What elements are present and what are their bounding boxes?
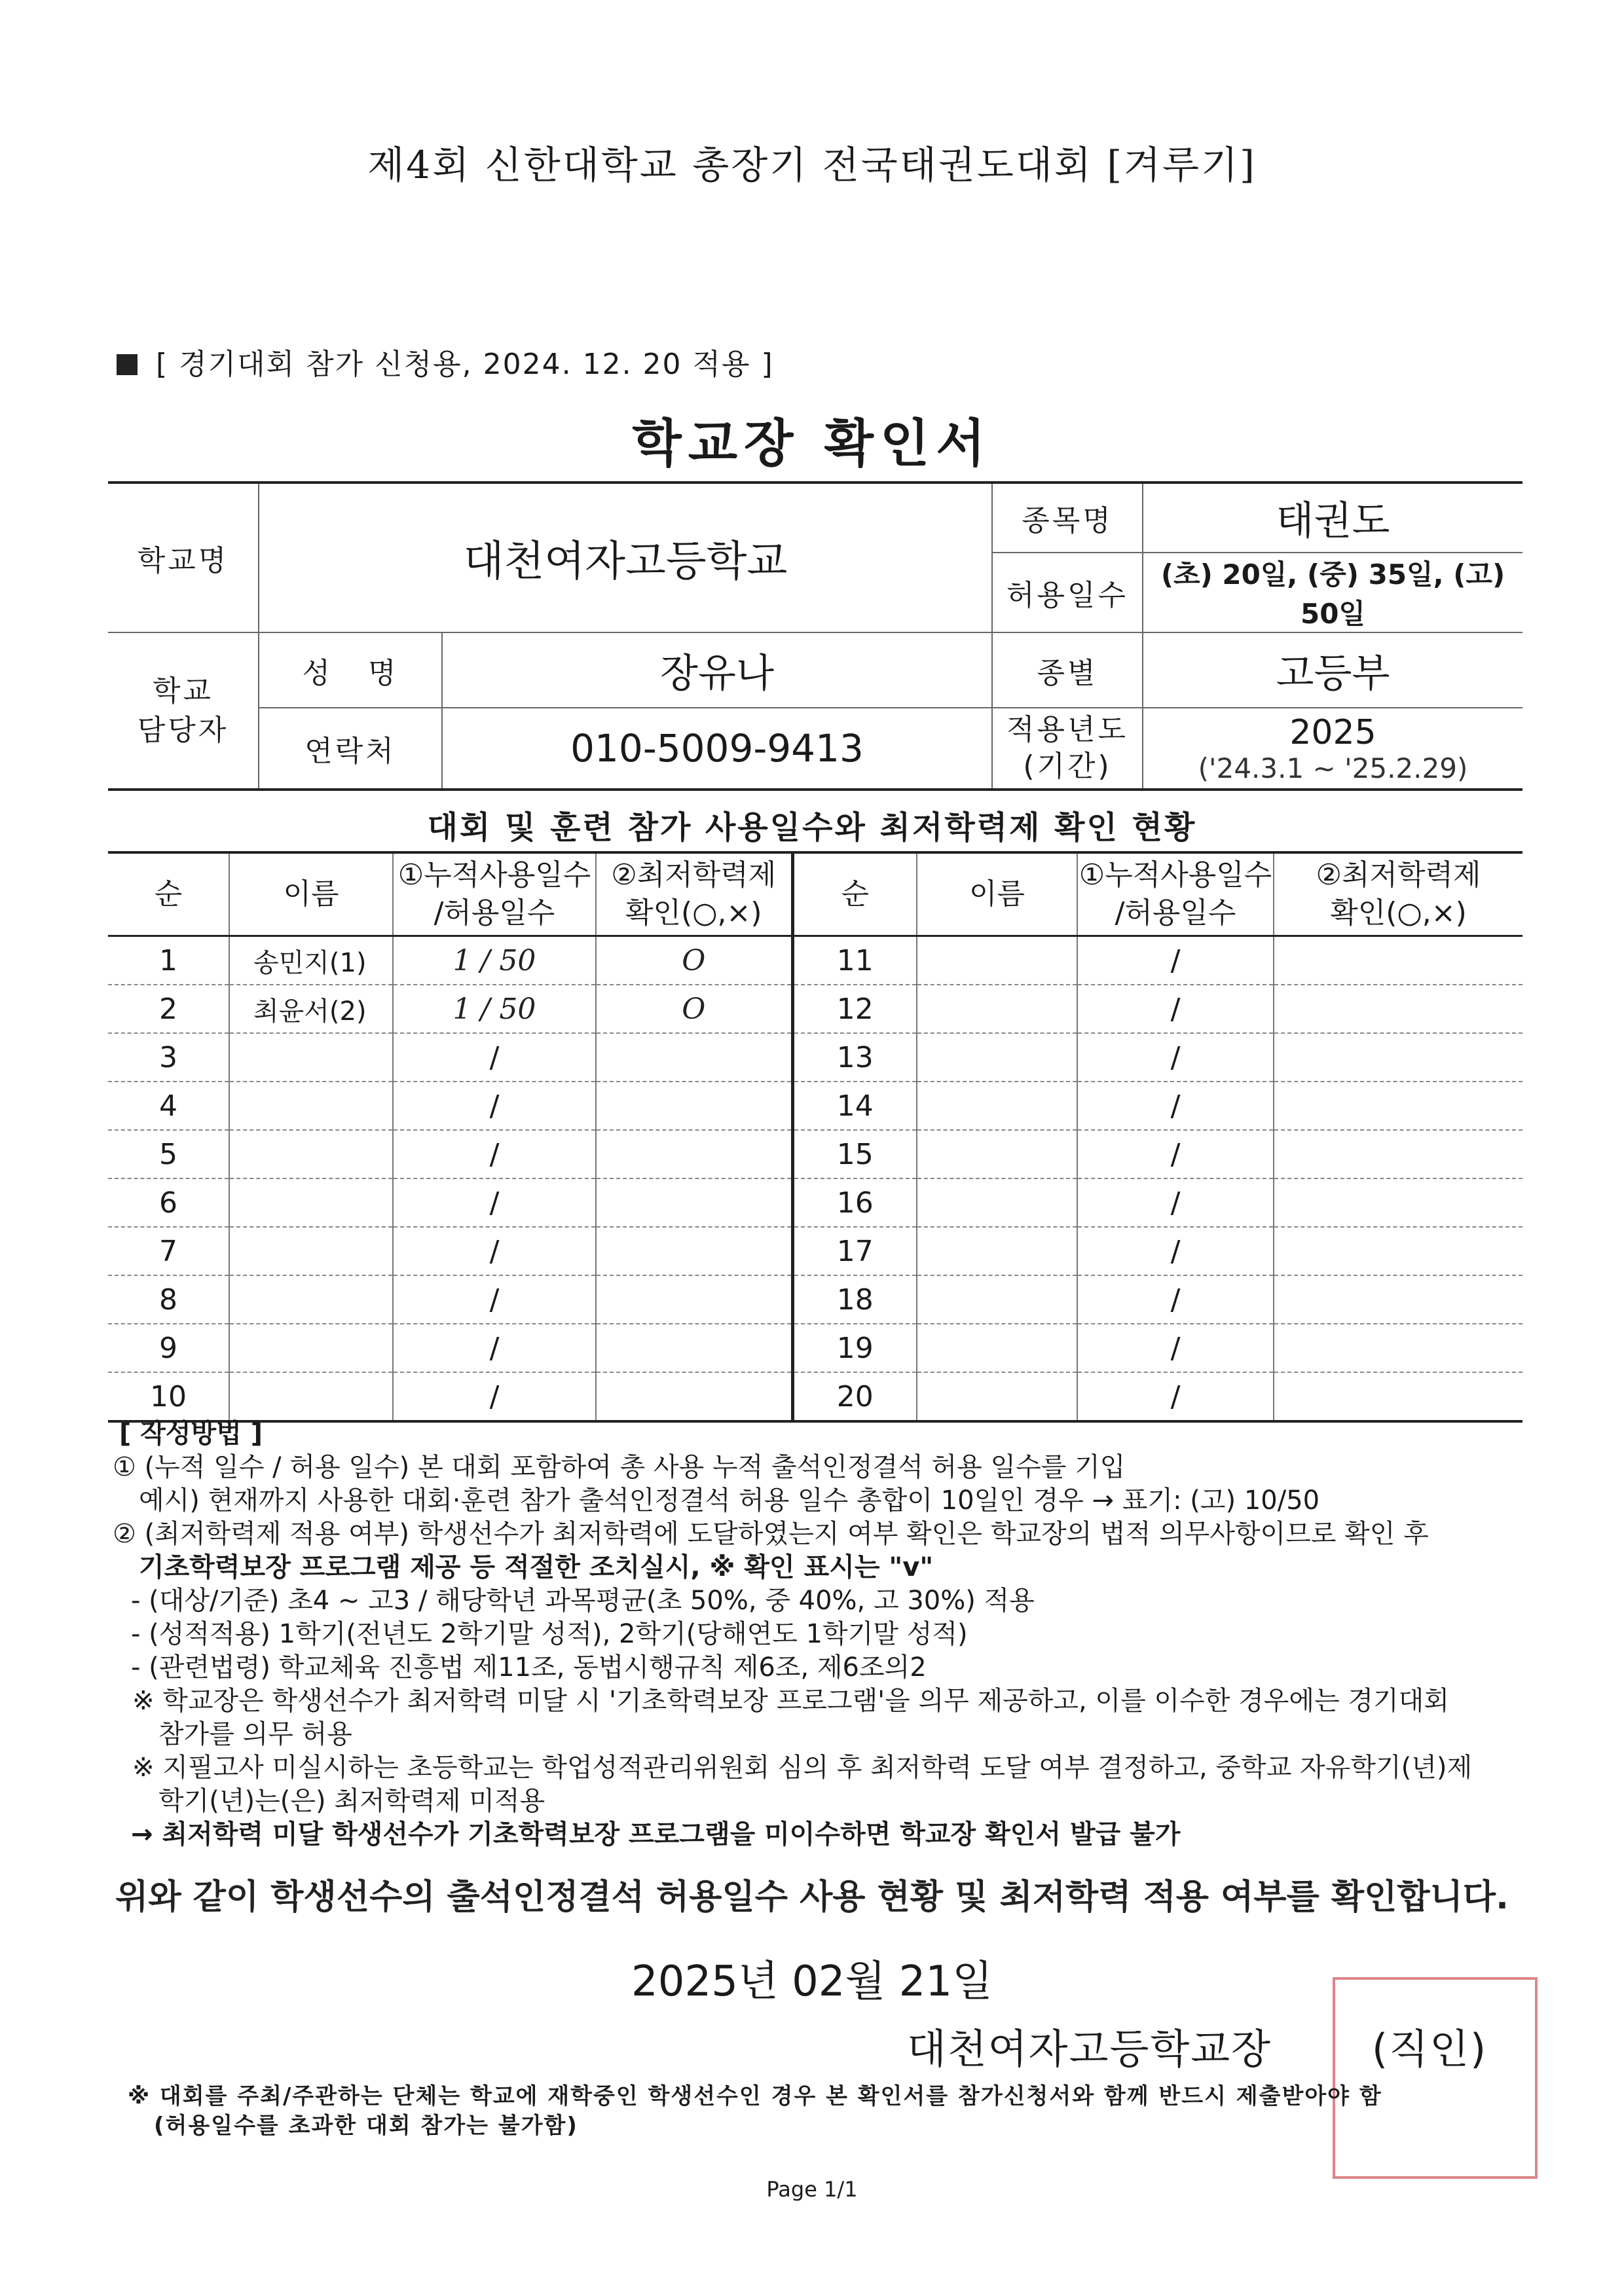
row-days-left: 1 / 50 xyxy=(393,936,596,985)
header-name-left: 이름 xyxy=(229,852,393,936)
competition-title: 제4회 신한대학교 총장기 전국태권도대회 [겨루기] xyxy=(367,143,1257,187)
row-check-right xyxy=(1274,1178,1522,1227)
table-row xyxy=(108,1275,1522,1324)
header-name-right: 이름 xyxy=(917,852,1077,936)
row-days-right: / xyxy=(1077,1372,1274,1421)
principal-name: 대천여자고등학교장 xyxy=(907,2025,1272,2073)
row-check-right xyxy=(1274,985,1522,1033)
row-no-left: 10 xyxy=(108,1372,229,1421)
table-row xyxy=(108,1227,1522,1275)
row-days-left: / xyxy=(393,1178,596,1227)
row-no-right: 13 xyxy=(792,1033,917,1082)
attendance-rows xyxy=(108,936,1522,1422)
square-bullet-icon xyxy=(117,354,138,375)
method-line-6: - (성적적용) 1학기(전년도 2학기말 성적), 2학기(당해연도 1학기말 성적) xyxy=(131,1619,968,1649)
allowed-days-value: (초) 20일, (중) 35일, (고) 50일 xyxy=(1143,553,1522,632)
row-check-right xyxy=(1274,1082,1522,1130)
method-line-9: 참가를 의무 허용 xyxy=(158,1719,352,1749)
method-line-4: 기초학력보장 프로그램 제공 등 적절한 조치실시, ※ 확인 표시는 "v" xyxy=(139,1552,934,1582)
table-row xyxy=(108,1178,1522,1227)
section-title: 대회 및 훈련 참가 사용일수와 최저학력제 확인 현황 xyxy=(427,809,1197,846)
row-name-left: 송민지(1) xyxy=(229,936,393,985)
header-days-left: ①누적사용일수 /허용일수 xyxy=(393,852,596,936)
row-name-left xyxy=(229,1372,393,1421)
row-name-left xyxy=(229,1082,393,1130)
contact-label: 연락처 xyxy=(259,708,442,790)
row-check-left: O xyxy=(596,985,792,1033)
manager-label: 학교 담당자 xyxy=(108,632,259,790)
table-row xyxy=(108,1372,1522,1421)
row-name-right xyxy=(917,1324,1077,1372)
row-check-left xyxy=(596,1275,792,1324)
table-row xyxy=(108,1324,1522,1372)
division-label: 종별 xyxy=(992,632,1143,708)
row-check-right xyxy=(1274,1372,1522,1421)
footnote-line-2: (허용일수를 초과한 대회 참가는 불가함) xyxy=(154,2113,578,2139)
table-row xyxy=(108,1082,1522,1130)
method-line-5: - (대상/기준) 초4 ~ 고3 / 해당학년 과목평균(초 50%, 중 40%, 고 30%) 적용 xyxy=(131,1586,1035,1616)
header-no-left: 순 xyxy=(108,852,229,936)
manager-name-label: 성 명 xyxy=(259,632,442,708)
row-no-right: 12 xyxy=(792,985,917,1033)
row-days-right: / xyxy=(1077,1082,1274,1130)
row-no-right: 15 xyxy=(792,1130,917,1178)
row-name-left: 최윤서(2) xyxy=(229,985,393,1033)
table-row xyxy=(108,936,1522,985)
table-row xyxy=(108,1130,1522,1178)
row-no-right: 20 xyxy=(792,1372,917,1421)
year-value: 2025 xyxy=(1289,712,1376,752)
header-check-left: ②최저학력제 확인(○,×) xyxy=(596,852,792,936)
row-days-right: / xyxy=(1077,936,1274,985)
attendance-table xyxy=(108,851,1522,1423)
method-line-12: → 최저학력 미달 학생선수가 기초학력보장 프로그램을 미이수하면 학교장 확인서 발급 불가 xyxy=(131,1819,1181,1850)
confirmation-statement: 위와 같이 학생선수의 출석인정결석 허용일수 사용 현황 및 최저학력 적용 여부를 확인합니다. xyxy=(115,1878,1509,1917)
row-check-right xyxy=(1274,1324,1522,1372)
row-no-right: 19 xyxy=(792,1324,917,1372)
method-line-3: ② (최저학력제 적용 여부) 학생선수가 최저학력에 도달하였는지 여부 확인은 학교장의 법적 의무사항이므로 확인 후 xyxy=(113,1519,1429,1549)
row-check-left: O xyxy=(596,936,792,985)
period-value: ('24.3.1 ~ '25.2.29) xyxy=(1198,752,1468,784)
row-no-right: 14 xyxy=(792,1082,917,1130)
year-label: 적용년도 (기간) xyxy=(992,708,1143,790)
row-days-right: / xyxy=(1077,1178,1274,1227)
row-name-right xyxy=(917,1372,1077,1421)
row-days-left: / xyxy=(393,1033,596,1082)
row-name-right xyxy=(917,1227,1077,1275)
header-check-right: ②최저학력제 확인(○,×) xyxy=(1274,852,1522,936)
method-line-2: 예시) 현재까지 사용한 대회·훈련 참가 출석인정결석 허용 일수 총합이 10일인 경우 → 표기: (고) 10/50 xyxy=(139,1485,1320,1516)
header-days-right: ①누적사용일수 /허용일수 xyxy=(1077,852,1274,936)
method-line-10: ※ 지필고사 미실시하는 초등학교는 학업성적관리위원회 심의 후 최저학력 도달 여부 결정하고, 중학교 자유학기(년)제 xyxy=(132,1753,1473,1783)
division-value: 고등부 xyxy=(1143,632,1522,708)
row-check-left xyxy=(596,1082,792,1130)
row-days-right: / xyxy=(1077,985,1274,1033)
row-days-right: / xyxy=(1077,1275,1274,1324)
row-check-left xyxy=(596,1227,792,1275)
event-label: 종목명 xyxy=(992,483,1143,553)
year-cell xyxy=(1143,708,1522,790)
method-line-1: ① (누적 일수 / 허용 일수) 본 대회 포함하여 총 사용 누적 출석인정결석 허용 일수를 기입 xyxy=(113,1452,1126,1482)
method-line-11: 학기(년)는(은) 최저학력제 미적용 xyxy=(158,1786,545,1816)
row-days-right: / xyxy=(1077,1130,1274,1178)
allowed-days-label: 허용일수 xyxy=(992,553,1143,632)
school-info-table xyxy=(108,481,1522,791)
school-value: 대천여자고등학교 xyxy=(259,483,992,632)
row-name-right xyxy=(917,1033,1077,1082)
contact-value: 010-5009-9413 xyxy=(442,708,992,790)
row-days-left: 1 / 50 xyxy=(393,985,596,1033)
row-check-left xyxy=(596,1178,792,1227)
row-no-left: 4 xyxy=(108,1082,229,1130)
school-label: 학교명 xyxy=(108,483,259,632)
table-row xyxy=(108,985,1522,1033)
row-check-right xyxy=(1274,1227,1522,1275)
row-name-right xyxy=(917,1082,1077,1130)
row-no-left: 8 xyxy=(108,1275,229,1324)
row-no-right: 17 xyxy=(792,1227,917,1275)
writing-method xyxy=(113,1417,1534,1851)
row-name-right xyxy=(917,985,1077,1033)
row-name-right xyxy=(917,1178,1077,1227)
method-title: [ 작성방법 ] xyxy=(119,1419,263,1449)
method-line-7: - (관련법령) 학교체육 진흥법 제11조, 동법시행규칙 제6조, 제6조의2 xyxy=(131,1652,927,1683)
footnote-line-1: ※ 대회를 주최/주관하는 단체는 학교에 재학중인 학생선수인 경우 본 확인서를 참가신청서와 함께 반드시 제출받아야 함 xyxy=(128,2083,1382,2109)
row-no-left: 5 xyxy=(108,1130,229,1178)
row-no-left: 7 xyxy=(108,1227,229,1275)
row-name-right xyxy=(917,1130,1077,1178)
row-check-right xyxy=(1274,1130,1522,1178)
row-name-left xyxy=(229,1130,393,1178)
row-no-left: 1 xyxy=(108,936,229,985)
row-check-right xyxy=(1274,936,1522,985)
row-check-left xyxy=(596,1372,792,1421)
row-days-right: / xyxy=(1077,1033,1274,1082)
manager-name-value: 장유나 xyxy=(442,632,992,708)
row-name-right xyxy=(917,936,1077,985)
row-days-right: / xyxy=(1077,1324,1274,1372)
page-number: Page 1/1 xyxy=(766,2177,858,2202)
row-check-right xyxy=(1274,1275,1522,1324)
row-name-left xyxy=(229,1324,393,1372)
row-days-right: / xyxy=(1077,1227,1274,1275)
row-check-left xyxy=(596,1033,792,1082)
row-days-left: / xyxy=(393,1082,596,1130)
row-no-right: 16 xyxy=(792,1178,917,1227)
row-no-left: 6 xyxy=(108,1178,229,1227)
row-check-left xyxy=(596,1130,792,1178)
row-days-left: / xyxy=(393,1275,596,1324)
official-seal-stamp xyxy=(1333,1977,1538,2179)
header-no-right: 순 xyxy=(792,852,917,936)
row-days-left: / xyxy=(393,1372,596,1421)
event-value: 태권도 xyxy=(1143,483,1522,553)
row-name-left xyxy=(229,1227,393,1275)
document-title: 학교장 확인서 xyxy=(632,414,992,473)
issue-date: 2025년 02월 21일 xyxy=(631,1958,993,2006)
footnote xyxy=(128,2082,1536,2141)
row-days-left: / xyxy=(393,1324,596,1372)
method-line-8: ※ 학교장은 학생선수가 최저학력 미달 시 '기초학력보장 프로그램'을 의무 제공하고, 이를 이수한 경우에는 경기대회 xyxy=(132,1686,1449,1716)
notice-line xyxy=(117,340,774,382)
row-no-left: 9 xyxy=(108,1324,229,1372)
row-no-left: 2 xyxy=(108,985,229,1033)
row-no-right: 18 xyxy=(792,1275,917,1324)
row-name-left xyxy=(229,1178,393,1227)
notice-text: [ 경기대회 참가 신청용, 2024. 12. 20 적용 ] xyxy=(156,348,774,381)
table-row xyxy=(108,1033,1522,1082)
row-check-left xyxy=(596,1324,792,1372)
row-days-left: / xyxy=(393,1130,596,1178)
row-check-right xyxy=(1274,1033,1522,1082)
row-name-left xyxy=(229,1033,393,1082)
row-name-left xyxy=(229,1275,393,1324)
row-days-left: / xyxy=(393,1227,596,1275)
row-no-right: 11 xyxy=(792,936,917,985)
row-name-right xyxy=(917,1275,1077,1324)
seal-label: (직인) xyxy=(1372,2025,1488,2073)
row-no-left: 3 xyxy=(108,1033,229,1082)
